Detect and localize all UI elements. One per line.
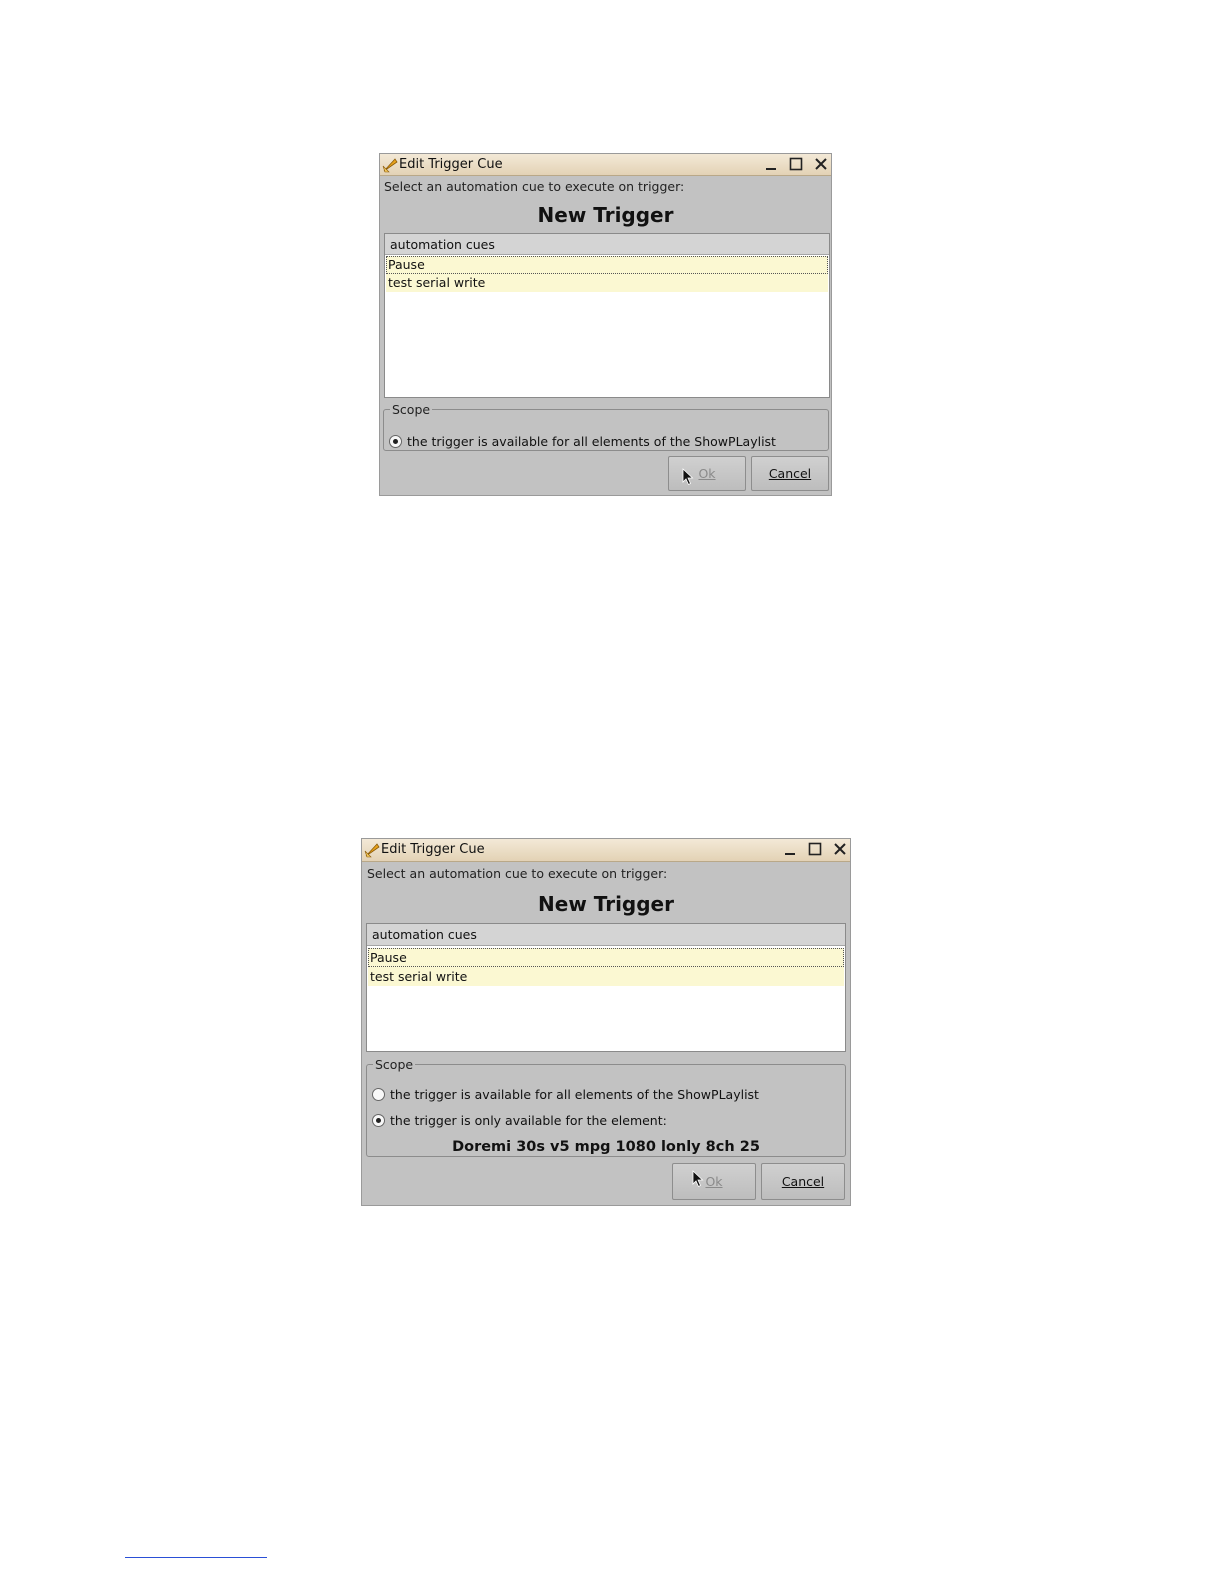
scope-legend: Scope: [392, 402, 431, 417]
scope-option-label: the trigger is only available for the element:: [390, 1113, 667, 1128]
window-title: Edit Trigger Cue: [399, 157, 503, 172]
cancel-button[interactable]: Cancel: [761, 1163, 845, 1200]
scope-group: [366, 1057, 846, 1157]
maximize-icon[interactable]: [807, 841, 824, 857]
mouse-cursor-icon: [692, 1170, 704, 1188]
app-icon: [364, 841, 380, 858]
scope-option-all[interactable]: [389, 434, 776, 449]
trigger-heading: New Trigger: [537, 203, 674, 227]
list-column-header[interactable]: automation cues: [367, 924, 845, 946]
radio-button[interactable]: [372, 1088, 385, 1101]
maximize-icon[interactable]: [788, 156, 805, 172]
radio-button[interactable]: [372, 1114, 385, 1127]
list-item[interactable]: test serial write: [386, 274, 828, 292]
minimize-icon[interactable]: [782, 841, 799, 857]
list-column-header[interactable]: automation cues: [385, 234, 829, 255]
edit-trigger-cue-dialog: [379, 153, 832, 496]
ok-button[interactable]: Ok: [672, 1163, 756, 1200]
trigger-heading: New Trigger: [538, 892, 674, 916]
list-item[interactable]: Pause: [386, 256, 828, 274]
prompt-text: Select an automation cue to execute on trigger:: [367, 866, 668, 881]
automation-cues-list[interactable]: [384, 233, 830, 398]
mouse-cursor-icon: [682, 468, 694, 486]
ok-button[interactable]: Ok: [668, 456, 746, 491]
close-icon[interactable]: [832, 841, 849, 857]
element-name: Doremi 30s v5 mpg 1080 lonly 8ch 25: [452, 1139, 760, 1155]
scope-option-element[interactable]: [372, 1113, 667, 1128]
scope-option-all[interactable]: [372, 1087, 759, 1102]
cancel-button[interactable]: Cancel: [751, 456, 829, 491]
prompt-text: Select an automation cue to execute on trigger:: [384, 179, 685, 194]
scope-option-label: the trigger is available for all elements of the ShowPLaylist: [407, 434, 776, 449]
close-icon[interactable]: [813, 156, 830, 172]
list-item[interactable]: Pause: [368, 948, 844, 967]
scope-legend: Scope: [375, 1057, 414, 1072]
title-bar[interactable]: [362, 839, 850, 862]
list-item[interactable]: test serial write: [368, 967, 844, 986]
minimize-icon[interactable]: [763, 156, 780, 172]
edit-trigger-cue-dialog: [361, 838, 851, 1206]
footnote-separator: [125, 1557, 267, 1558]
title-bar[interactable]: [380, 154, 831, 176]
automation-cues-list[interactable]: [366, 923, 846, 1052]
scope-option-label: the trigger is available for all elements of the ShowPLaylist: [390, 1087, 759, 1102]
window-title: Edit Trigger Cue: [381, 842, 485, 857]
scope-group: [383, 402, 829, 451]
app-icon: [382, 156, 398, 173]
radio-button[interactable]: [389, 435, 402, 448]
